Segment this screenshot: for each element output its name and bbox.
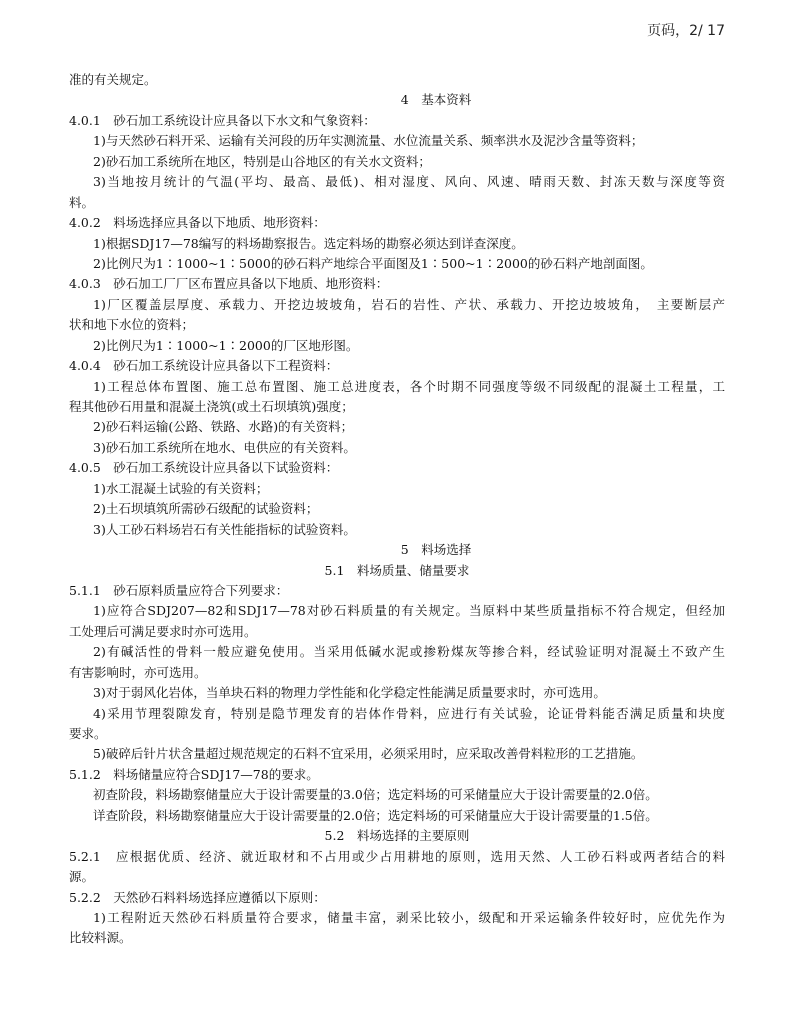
paragraph-line: 准的有关规定。 xyxy=(69,72,157,87)
list-item: 3)人工砂石料场岩石有关性能指标的试验资料。 xyxy=(93,521,356,537)
paragraph-line: 初查阶段，料场勘察储量应大于设计需要量的3.0倍；选定料场的可采储量应大于设计需要量的2.0倍。 xyxy=(93,787,658,803)
list-item: 3)对于弱风化岩体，当单块石料的物理力学性能和化学稳定性能满足质量要求时，亦可选用。 xyxy=(93,685,606,701)
list-item: 2)砂石料运输(公路、铁路、水路)的有关资料； xyxy=(93,419,354,435)
list-item: 3)砂石加工系统所在地水、电供应的有关资料。 xyxy=(93,439,356,455)
subsection-heading: 5.1 料场质量、储量要求 xyxy=(324,562,470,578)
list-item-continuation: 比较料源。 xyxy=(69,930,132,946)
list-item-continuation: 有害影响时，亦可选用。 xyxy=(69,664,207,680)
list-item: 1)根据SDJ17—78编写的料场勘察报告。选定料场的勘察必须达到详查深度。 xyxy=(93,235,524,251)
subsection-heading: 5.2 料场选择的主要原则 xyxy=(324,828,470,844)
clause-heading: 4.0.3 砂石加工厂厂区布置应具备以下地质、地形资料： xyxy=(69,276,389,292)
paragraph-line: 详查阶段，料场勘察储量应大于设计需要量的2.0倍；选定料场的可采储量应大于设计需要量的1.5倍。 xyxy=(93,807,658,823)
list-item-continuation: 工处理后可满足要求时亦可选用。 xyxy=(69,623,257,639)
list-item: 2)比例尺为1∶1000~1∶5000的砂石料产地综合平面图及1∶500~1∶2000的砂石料产地剖面图。 xyxy=(93,255,653,271)
list-item: 1)与天然砂石料开采、运输有关河段的历年实测流量、水位流量关系、频率洪水及泥沙含量等资料； xyxy=(93,133,644,149)
section-heading: 4 基本资料 xyxy=(400,92,472,108)
clause-heading: 4.0.4 砂石加工系统设计应具备以下工程资料： xyxy=(69,358,339,374)
clause-heading: 5.1.1 砂石原料质量应符合下列要求： xyxy=(69,582,289,598)
clause-heading: 5.2.2 天然砂石料料场选择应遵循以下原则： xyxy=(69,889,326,905)
list-item: 5)破碎后针片状含量超过规范规定的石料不宜采用，必须采用时，应采取改善骨料粒形的工艺措施。 xyxy=(93,746,644,762)
paragraph-line: 源。 xyxy=(69,869,95,885)
list-item: 4)采用节理裂隙发育，特别是隐节理发育的岩体作骨料，应进行有关试验，论证骨料能否满足质量和块度 xyxy=(93,705,725,721)
list-item: 1)工程总体布置图、施工总布置图、施工总进度表，各个时期不同强度等级不同级配的混凝土工程量，工 xyxy=(93,378,725,394)
clause-heading: 4.0.1 砂石加工系统设计应具备以下水文和气象资料： xyxy=(69,112,376,128)
list-item: 2)有碱活性的骨料一般应避免使用。当采用低碱水泥或掺粉煤灰等掺合料，经试验证明对混凝土不致产生 xyxy=(93,644,725,660)
list-item: 1)工程附近天然砂石料质量符合要求，储量丰富，剥采比较小，级配和开采运输条件较好时，应优先作为 xyxy=(93,909,725,925)
list-item: 1)厂区覆盖层厚度、承载力、开挖边坡坡角，岩石的岩性、产状、承载力、开挖边坡坡角， 主要断层产 xyxy=(93,296,725,312)
list-item-continuation: 要求。 xyxy=(69,726,107,741)
clause-heading: 5.1.2 料场储量应符合SDJ17—78的要求。 xyxy=(69,766,319,782)
list-item: 2)比例尺为1∶1000~1∶2000的厂区地形图。 xyxy=(93,337,359,353)
list-item: 1)水工混凝土试验的有关资料； xyxy=(93,480,269,496)
clause-heading: 5.2.1 应根据优质、经济、就近取材和不占用或少占用耕地的原则，选用天然、人工砂石料或两者结合的料 xyxy=(69,848,725,864)
list-item: 2)土石坝填筑所需砂石级配的试验资料； xyxy=(93,501,319,517)
list-item: 1)应符合SDJ207—82和SDJ17—78对砂石料质量的有关规定。当原料中某些质量指标不符合规定，但经加 xyxy=(93,603,725,619)
list-item-continuation: 程其他砂石用量和混凝土浇筑(或土石坝填筑)强度； xyxy=(69,399,354,414)
clause-heading: 4.0.5 砂石加工系统设计应具备以下试验资料： xyxy=(69,460,339,476)
list-item-continuation: 料。 xyxy=(69,194,95,210)
section-heading: 5 料场选择 xyxy=(400,542,472,558)
list-item: 3)当地按月统计的气温(平均、最高、最低)、相对湿度、风向、风速、晴雨天数、封冻天数与深度等资 xyxy=(93,174,725,190)
page-number: 页码，2/ 17 xyxy=(647,23,725,39)
list-item-continuation: 状和地下水位的资料； xyxy=(69,317,195,333)
document-body xyxy=(69,70,725,949)
list-item: 2)砂石加工系统所在地区，特别是山谷地区的有关水文资料； xyxy=(93,153,431,169)
clause-heading: 4.0.2 料场选择应具备以下地质、地形资料： xyxy=(69,215,326,231)
